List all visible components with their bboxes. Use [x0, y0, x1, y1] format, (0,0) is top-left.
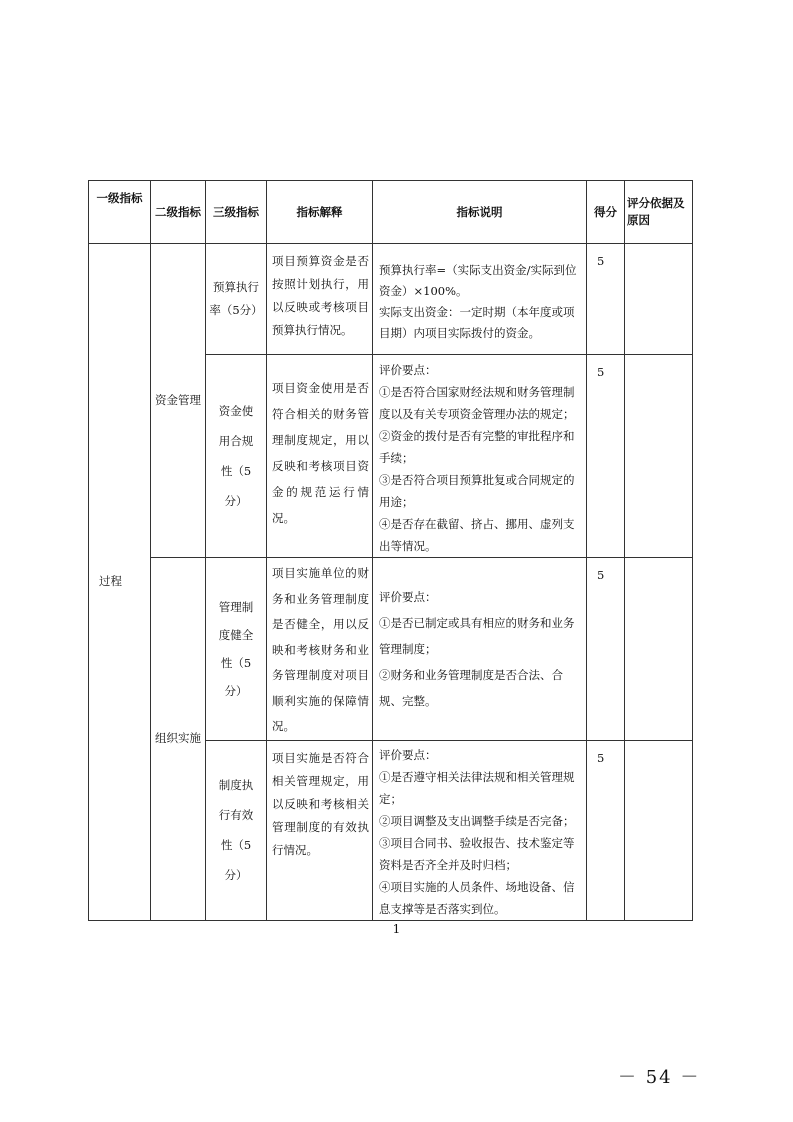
header-description: 指标说明 [373, 181, 587, 244]
description-cell: 评价要点： ①是否已制定或具有相应的财务和业务管理制度； ②财务和业务管理制度是否合法、合规、完整。 [373, 558, 587, 741]
basis-cell [625, 244, 693, 355]
header-explanation: 指标解释 [267, 181, 373, 244]
header-basis: 评分依据及原因 [625, 181, 693, 244]
table-row [89, 244, 693, 355]
explanation-cell: 项目实施是否符合相关管理规定，用以反映和考核相关管理制度的有效执行情况。 [267, 740, 373, 920]
score-cell: 5 [587, 355, 625, 558]
level1-cell: 过程 [89, 244, 151, 921]
table-row [89, 558, 693, 741]
level3-cell: 预算执行 率（5分） [206, 244, 267, 355]
level3-cell: 制度执 行有效 性（5 分） [206, 740, 267, 920]
description-cell: 评价要点： ①是否符合国家财经法规和财务管理制度以及有关专项资金管理办法的规定； ②资金的拨付是否有完整的审批程序和手续； ③是否符合项目预算批复或合同规定的用途； ④是否存在截留、挤占、挪用、虚列支出等情况。 [373, 355, 587, 558]
evaluation-table [88, 180, 693, 921]
description-cell: 预算执行率=（实际支出资金/实际到位资金）×100%。 实际支出资金：一定时期（本年度或项目期）内项目实际拨付的资金。 [373, 244, 587, 355]
header-level2: 二级指标 [151, 181, 206, 244]
explanation-cell: 项目资金使用是否符合相关的财务管理制度规定，用以反映和考核项目资金的规范运行情况。 [267, 355, 373, 558]
level3-cell: 资金使 用合规 性（5 分） [206, 355, 267, 558]
score-cell: 5 [587, 244, 625, 355]
description-cell: 评价要点： ①是否遵守相关法律法规和相关管理规定； ②项目调整及支出调整手续是否完备； ③项目合同书、验收报告、技术鉴定等资料是否齐全并及时归档； ④项目实施的人员条件、场地设备、信息支撑等是否落实到位。 [373, 740, 587, 920]
level3-cell: 管理制 度健全 性（5 分） [206, 558, 267, 741]
explanation-cell: 项目实施单位的财务和业务管理制度是否健全，用以反映和考核财务和业务管理制度对项目顺利实施的保障情况。 [267, 558, 373, 741]
inner-page-number: 1 [392, 922, 401, 936]
basis-cell [625, 558, 693, 741]
header-score: 得分 [587, 181, 625, 244]
footer-page-number: － 54 － [618, 1067, 701, 1088]
header-level3: 三级指标 [206, 181, 267, 244]
header-row [89, 181, 693, 244]
basis-cell [625, 355, 693, 558]
basis-cell [625, 740, 693, 920]
level2-cell: 组织实施 [151, 558, 206, 921]
header-level1: 一级指标 [89, 181, 151, 244]
score-cell: 5 [587, 558, 625, 741]
level2-cell: 资金管理 [151, 244, 206, 558]
explanation-cell: 项目预算资金是否按照计划执行，用以反映或考核项目预算执行情况。 [267, 244, 373, 355]
score-cell: 5 [587, 740, 625, 920]
